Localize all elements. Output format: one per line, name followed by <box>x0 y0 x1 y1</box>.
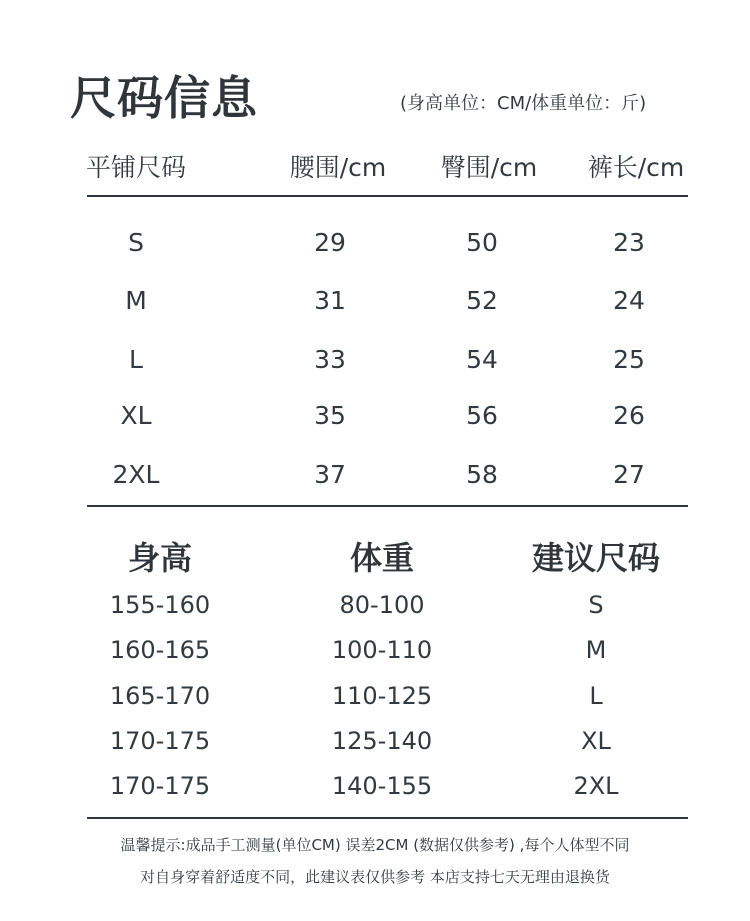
weight-cell: 110-125 <box>331 682 433 710</box>
weight-cell: 140-155 <box>331 772 433 800</box>
table-divider-middle <box>87 505 688 507</box>
units-note: (身高单位：CM/体重单位：斤) <box>400 93 647 114</box>
height-cell: 160-165 <box>109 636 211 664</box>
footer-note-line-2: 对自身穿着舒适度不同，此建议表仅供参考 本店支持七天无理由退换货 <box>140 868 610 886</box>
length-cell: 26 <box>613 401 645 430</box>
size-cell: XL <box>120 401 152 430</box>
recommended-size-cell: 2XL <box>573 772 619 800</box>
table-divider-top <box>87 195 688 197</box>
recommended-size-cell: S <box>588 591 604 619</box>
header-length: 裤长/cm <box>587 153 685 182</box>
recommended-size-cell: M <box>585 636 607 664</box>
height-cell: 155-160 <box>109 591 211 619</box>
length-cell: 27 <box>613 460 645 489</box>
height-cell: 170-175 <box>109 772 211 800</box>
hip-cell: 52 <box>466 286 498 315</box>
size-cell: S <box>128 228 144 257</box>
waist-cell: 37 <box>314 460 346 489</box>
waist-cell: 29 <box>314 228 346 257</box>
height-cell: 165-170 <box>109 682 211 710</box>
size-cell: L <box>129 345 143 374</box>
waist-cell: 33 <box>314 345 346 374</box>
header-weight: 体重 <box>349 539 415 577</box>
header-height: 身高 <box>127 539 193 577</box>
length-cell: 25 <box>613 345 645 374</box>
footer-note-line-1: 温馨提示:成品手工测量(单位CM) 误差2CM (数据仅供参考) ,每个人体型不同 <box>120 836 630 854</box>
length-cell: 24 <box>613 286 645 315</box>
page-title: 尺码信息 <box>70 71 258 125</box>
hip-cell: 58 <box>466 460 498 489</box>
weight-cell: 125-140 <box>331 727 433 755</box>
size-cell: M <box>125 286 147 315</box>
weight-cell: 80-100 <box>339 591 425 619</box>
recommended-size-cell: L <box>589 682 603 710</box>
length-cell: 23 <box>613 228 645 257</box>
waist-cell: 31 <box>314 286 346 315</box>
table-divider-bottom <box>87 817 688 819</box>
size-cell: 2XL <box>112 460 160 489</box>
weight-cell: 100-110 <box>331 636 433 664</box>
recommended-size-cell: XL <box>581 727 611 755</box>
header-hip: 臀围/cm <box>440 153 538 182</box>
hip-cell: 56 <box>466 401 498 430</box>
hip-cell: 54 <box>466 345 498 374</box>
height-cell: 170-175 <box>109 727 211 755</box>
header-flat-size: 平铺尺码 <box>85 153 187 182</box>
hip-cell: 50 <box>466 228 498 257</box>
header-recommended-size: 建议尺码 <box>531 539 661 577</box>
waist-cell: 35 <box>314 401 346 430</box>
header-waist: 腰围/cm <box>289 153 387 182</box>
